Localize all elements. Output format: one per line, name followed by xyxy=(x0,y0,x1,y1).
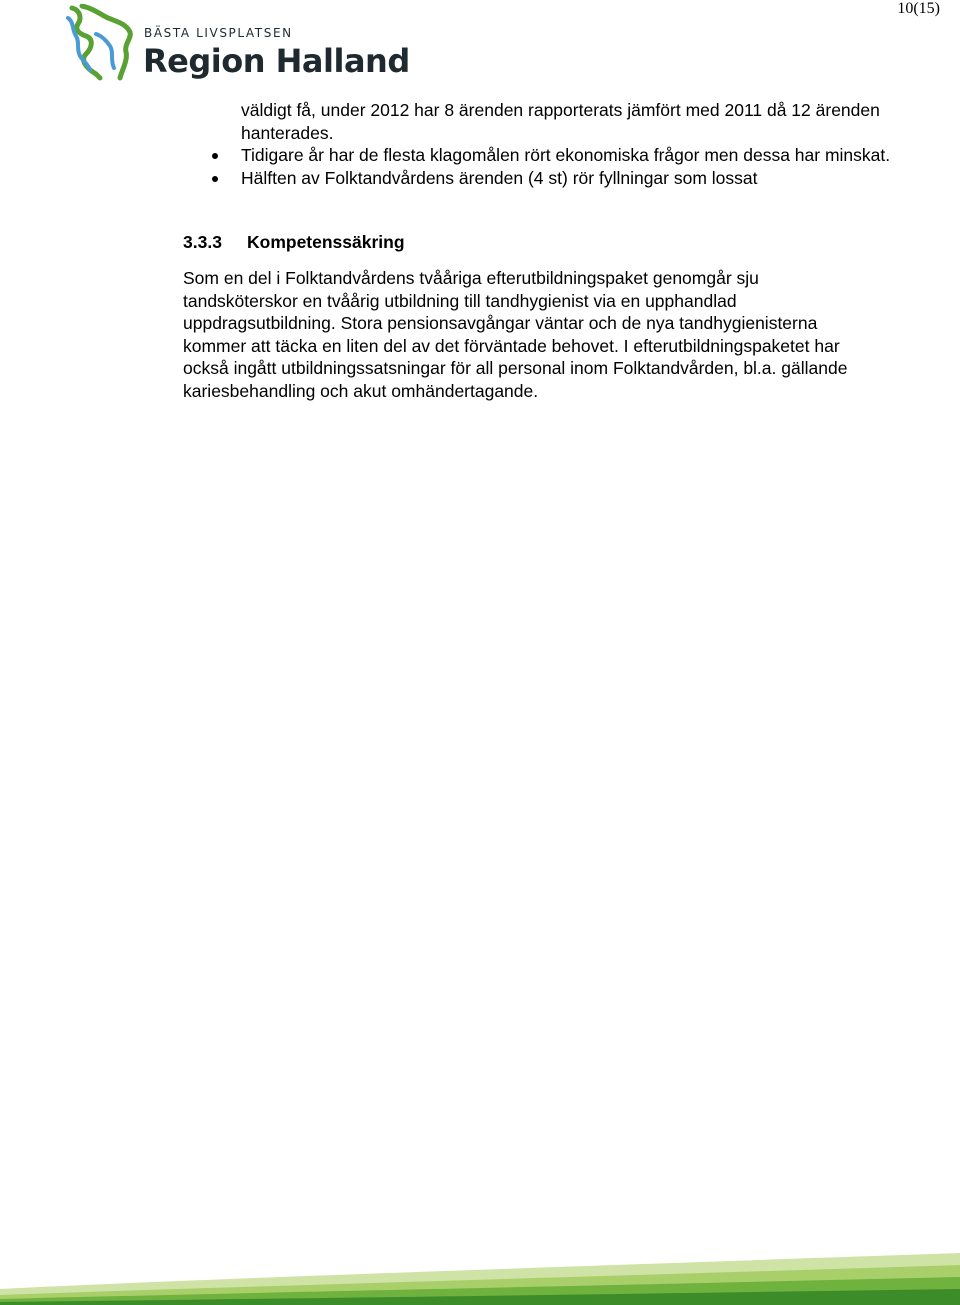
list-item xyxy=(208,167,898,190)
section-heading xyxy=(183,232,405,253)
list-item-text: Hälften av Folktandvårdens ärenden (4 st) rör fyllningar som lossat xyxy=(241,167,758,188)
logo-name: Region Halland xyxy=(143,42,410,80)
list-item xyxy=(208,144,898,167)
region-halland-logo-mark-icon xyxy=(66,4,138,82)
section-number: 3.3.3 xyxy=(183,232,222,252)
section-title: Kompetenssäkring xyxy=(247,232,405,252)
page-number: 10(15) xyxy=(897,0,940,17)
region-halland-logo xyxy=(66,4,410,84)
list-item-text: Tidigare år har de flesta klagomålen rört ekonomiska frågor men dessa har minskat. xyxy=(241,145,891,165)
section-paragraph: Som en del i Folktandvårdens tvååriga efterutbildningspaket genomgår sju tandsköterskor en tvåårig utbildning till tandhygienist via en upphandlad uppdragsutbildning. Stora pensionsavgångar väntar och de nya tandhygienisterna kommer att täcka en liten del av det förväntade behovet. I efterutbildningspaketet har också ingått utbildningssatsningar för all personal inom Folktandvården, bl.a. gällande kariesbehandling och akut omhändertagande. xyxy=(183,268,848,401)
logo-tagline: BÄSTA LIVSPLATSEN xyxy=(144,26,293,40)
footer-decorative-band xyxy=(0,1249,960,1305)
bullet-icon xyxy=(212,176,218,182)
continuation-paragraph: väldigt få, under 2012 har 8 ärenden rapporterats jämfört med 2011 då 12 ärenden hanterades. xyxy=(241,100,880,143)
bullet-list xyxy=(208,144,898,189)
bullet-icon xyxy=(212,153,218,159)
